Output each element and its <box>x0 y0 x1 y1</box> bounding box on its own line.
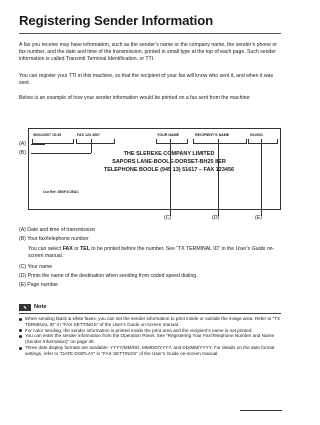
note-item: You can enter the sender information from the Operation Panel. See “Registering Your Fax/Telephone Number and Name (Sender Information)” on page 36. <box>19 333 283 345</box>
fax-example-figure <box>28 128 281 210</box>
tti-sender-name: YOUR NAME <box>157 133 179 137</box>
legend-a: (A) Date and time of transmission <box>19 227 96 233</box>
brace-fax <box>76 139 115 144</box>
legend-b-detail: You can select FAX or TEL to be printed before the number. See “TX TERMINAL ID” in the User’s Guide on-screen manual. <box>28 246 275 259</box>
callout-b: (B) <box>19 150 26 156</box>
leader-a <box>31 144 45 145</box>
footer-rule <box>240 410 282 411</box>
note-icon: ✎ <box>19 304 31 311</box>
brace-name <box>156 139 188 144</box>
fax-option-label: FAX <box>62 246 73 252</box>
callout-d: (D) <box>212 215 220 221</box>
legend-b: (B) Your fax/telephone number <box>19 236 89 242</box>
note-item: For color sending, the sender information is printed inside the print area and the recipient’s name is not printed. <box>19 328 283 334</box>
intro-paragraph-1: A fax you receive may have information, such as the sender’s name or the company name, the sender’s phone or fax number, and the date and time of the transmission, printed in small type at the top of each page. Such sender information is called Transmit Terminal Identification, or TTI. <box>19 42 277 62</box>
legend-d: (D) Prints the name of the destination when sending from coded speed dialing. <box>19 273 198 279</box>
fax-company-line: THE SLEREXE COMPANY LIMITED <box>123 151 215 157</box>
brace-page <box>248 139 278 144</box>
note-title: Note <box>34 304 47 310</box>
leader-e <box>261 139 262 216</box>
page-title: Registering Sender Information <box>19 13 214 28</box>
leader-b <box>31 153 91 154</box>
tti-date: 06/01/2007 15:35 <box>33 133 62 137</box>
intro-paragraph-3: Below is an example of how your sender information would be printed on a fax sent from the machine: <box>19 95 251 101</box>
users-guide-ref: User’s Guide <box>235 246 266 252</box>
tti-fax-number: FAX 123 4567 <box>77 133 100 137</box>
leader-d <box>218 139 219 216</box>
tti-recipient-name: RECIPIENT’S NAME <box>195 133 230 137</box>
tti-page-number: 001/001 <box>250 133 263 137</box>
note-header <box>19 303 281 314</box>
fax-reference: Our Ref: 350/PJC/EAC <box>43 190 79 194</box>
leader-c <box>170 139 171 216</box>
brace-recipient <box>193 139 247 144</box>
title-rule <box>19 33 281 34</box>
callout-c: (C) <box>164 215 172 221</box>
legend-c: (C) Your name <box>19 264 53 270</box>
fax-address-line: SAPORS LANE-BOOLE-DORSET-BH25 8ER <box>112 159 226 165</box>
leader-b-vertical <box>91 139 92 153</box>
callout-e: (E) <box>255 215 262 221</box>
intro-paragraph-2: You can register your TTI in this machine, so that the recipient of your fax will know who sent it, and when it was sent. <box>19 73 274 86</box>
legend-e: (E) Page number <box>19 282 59 288</box>
fax-telephone-line: TELEPHONE BOOLE (945 13) 51617 – FAX 123456 <box>103 167 235 173</box>
callout-a: (A) <box>19 141 26 147</box>
note-list <box>19 316 283 356</box>
tel-option-label: TEL <box>80 246 90 252</box>
note-item: Three date display formats are available: YYYY/MM/DD, MM/DD/YYYY, and DD/MM/YYYY. For details on the date format settings, refer to “DATE DISPLAY” in “FAX SETTINGS” of the User’s Guide on-screen manual. <box>19 345 283 357</box>
note-item: When sending black & white faxes, you can set the sender information to print inside or outside the image area. Refer to “TX TERMINAL ID” in “FAX SETTINGS” of the User’s Guide on-screen manual. <box>19 316 283 328</box>
